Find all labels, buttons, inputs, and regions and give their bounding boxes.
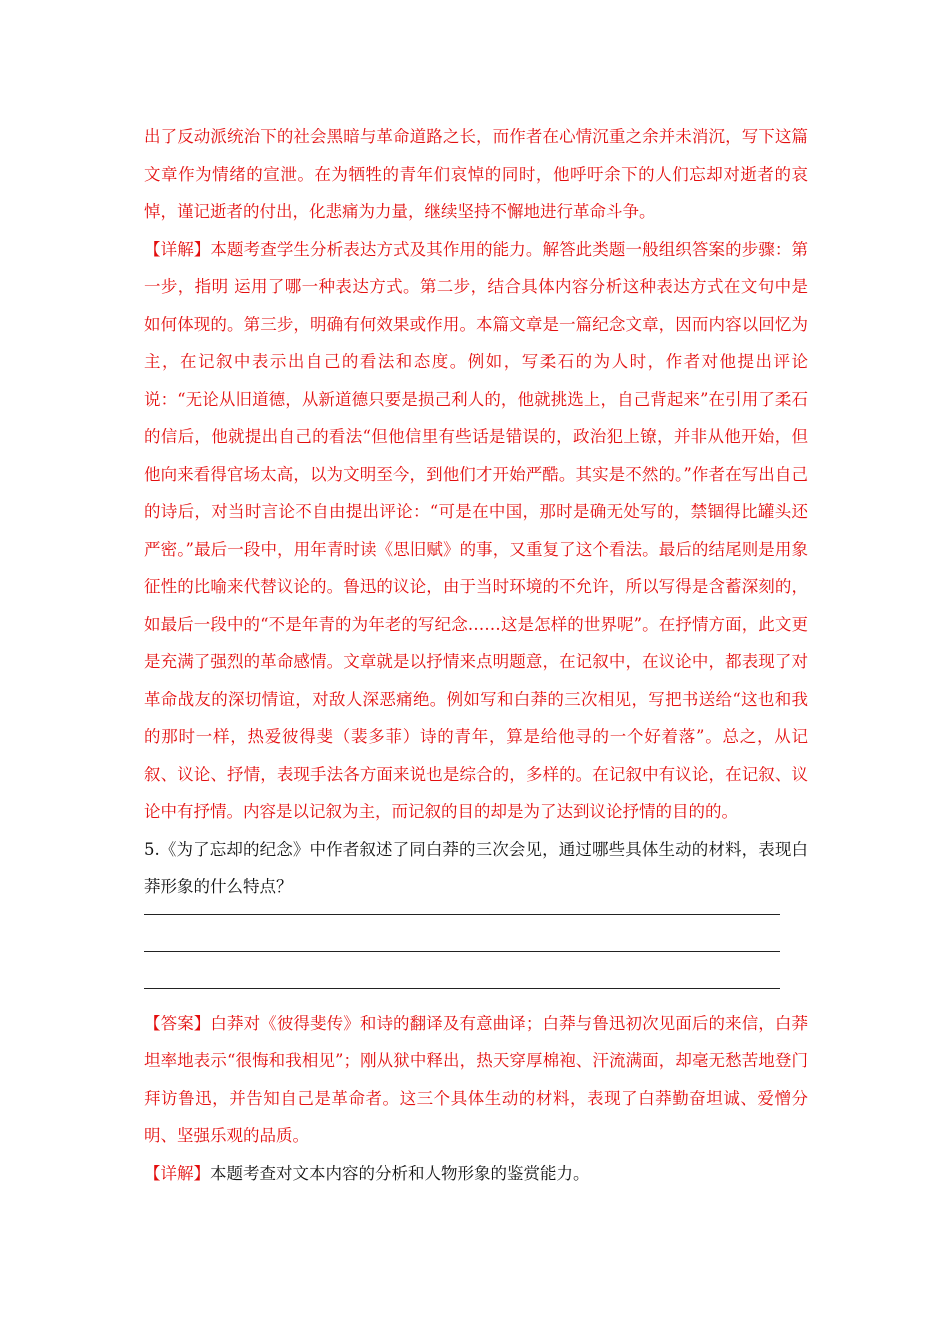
answer-continuation-paragraph: 出了反动派统治下的社会黑暗与革命道路之长，而作者在心情沉重之余并未消沉，写下这篇文章作为情绪的宣泄。在为牺牲的青年们哀悼的同时，他呼吁余下的人们忘却对逝者的哀悼，谨记逝者的付出，化悲痛为力量，继续坚持不懈地进行革命斗争。: [144, 127, 808, 221]
answer-blank-lines: [144, 914, 808, 989]
answer-blank-line: [144, 914, 780, 915]
detail-tag: 【详解】: [144, 1163, 210, 1183]
detail-paragraph-q5: [144, 1155, 808, 1193]
answer-tag: 【答案】: [144, 1013, 211, 1033]
answer-blank-line: [144, 951, 780, 952]
answer-text: 白莽对《彼得斐传》和诗的翻译及有意曲译；白莽与鲁迅初次见面后的来信，白莽坦率地表示“很悔和我相见”；刚从狱中释出，热天穿厚棉袍、汗流满面，却毫无愁苦地登门拜访鲁迅，并告知自己是革命者。这三个具体生动的材料，表现了白莽勤奋坦诚、爱憎分明、坚强乐观的品质。: [144, 1013, 809, 1145]
question-5: 5.《为了忘却的纪念》中作者叙述了同白莽的三次会见，通过哪些具体生动的材料，表现白莽形象的什么特点？: [144, 839, 808, 896]
answer-paragraph-q5: [144, 1005, 808, 1155]
detail-tag: 【详解】: [144, 239, 211, 259]
detail-text: 本题考查学生分析表达方式及其作用的能力。解答此类题一般组织答案的步骤：第一步，指明 运用了哪一种表达方式。第二步，结合具体内容分析这种表达方式在文句中是如何体现的。第三步，明确有何效果或作用。本篇文章是一篇纪念文章，因而内容以回忆为主，在记叙中表示出自己的看法和态度。例如，写柔石的为人时，作者对他提出评论说：“无论从旧道德，从新道德只要是损己利人的，他就挑选上，自己背起来”在引用了柔石的信后，他就提出自己的看法“但他信里有些话是错误的，政治犯上镣，并非从他开始，但他向来看得官场太高，以为文明至今，到他们才开始严酷。其实是不然的。”作者在写出自己的诗后，对当时言论不自由提出评论：“可是在中国，那时是确无处写的，禁锢得比罐头还严密。”最后一段中，用年青时读《思旧赋》的事，又重复了这个看法。最后的结尾则是用象征性的比喻来代替议论的。鲁迅的议论，由于当时环境的不允许，所以写得是含蓄深刻的，如最后一段中的“不是年青的为年老的写纪念……这是怎样的世界呢”。在抒情方面，此文更是充满了强烈的革命感情。文章就是以抒情来点明题意，在记叙中，在议论中，都表现了对革命战友的深切情谊，对敌人深恶痛绝。例如写和白莽的三次相见，写把书送给“这也和我的那时一样，热爱彼得斐（裴多菲）诗的青年，算是给他寻的一个好着落”。总之，从记叙、议论、抒情，表现手法各方面来说也是综合的，多样的。在记叙中有议论，在记叙、议论中有抒情。内容是以记叙为主，而记叙的目的却是为了达到议论抒情的目的的。: [144, 239, 809, 821]
answer-blank-line: [144, 988, 780, 989]
detail-paragraph-q4: [144, 231, 808, 831]
detail-text: 本题考查对文本内容的分析和人物形象的鉴赏能力。: [210, 1163, 590, 1183]
page-content: [144, 118, 808, 1192]
